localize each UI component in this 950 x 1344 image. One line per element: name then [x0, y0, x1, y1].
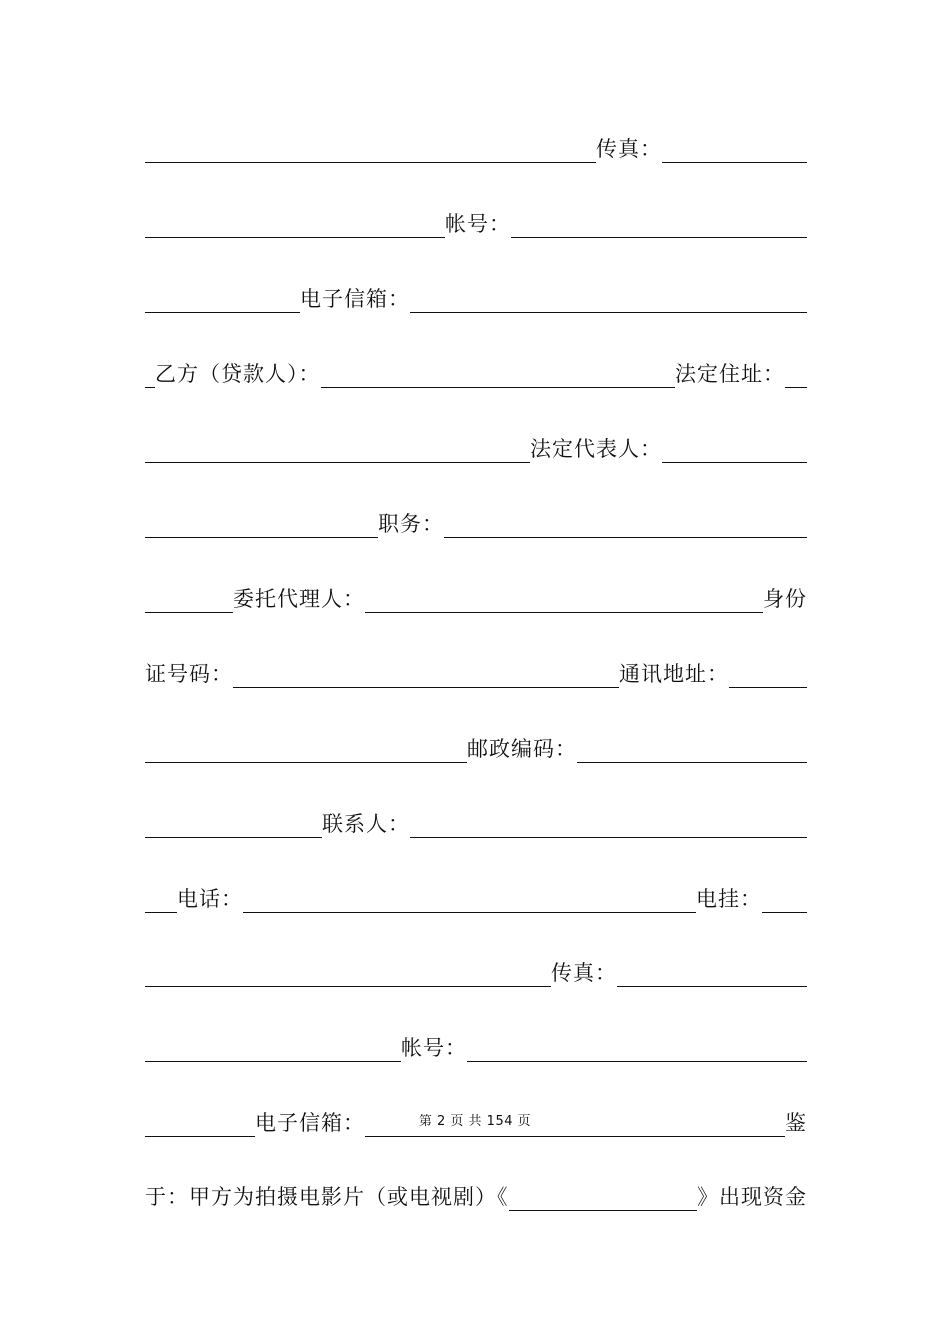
email-b-label: 电子信箱： — [255, 1111, 365, 1135]
id-label-start: 身份 — [763, 587, 807, 611]
fax-b-label: 传真： — [551, 961, 617, 985]
position-line — [145, 503, 807, 539]
fax-label: 传真： — [596, 137, 662, 161]
agent-line — [145, 578, 807, 614]
account-prefix-blank[interactable] — [145, 213, 445, 238]
id-number-blank[interactable] — [233, 663, 619, 688]
legal-address-label: 法定住址： — [675, 362, 785, 386]
page-indicator: 第 2 页 共 154 页 — [418, 1114, 532, 1129]
phone-blank[interactable] — [243, 888, 696, 913]
agent-blank[interactable] — [365, 588, 763, 613]
whereas-text: 于：甲方为拍摄电影片（或电视剧）《 — [145, 1185, 509, 1209]
account-b-prefix-blank[interactable] — [145, 1037, 401, 1062]
phone-prefix-blank[interactable] — [145, 888, 177, 913]
fax-b-prefix-blank[interactable] — [145, 962, 551, 987]
contact-line — [145, 803, 807, 839]
account-label: 帐号： — [445, 212, 511, 236]
position-prefix-blank[interactable] — [145, 513, 378, 538]
fax-prefix-blank[interactable] — [145, 138, 596, 163]
postal-code-blank[interactable] — [577, 738, 807, 763]
fax-b-blank[interactable] — [617, 962, 807, 987]
whereas-start-label: 鉴 — [785, 1111, 807, 1135]
legal-rep-label: 法定代表人： — [530, 437, 662, 461]
legal-address-blank[interactable] — [785, 363, 807, 388]
id-address-line — [145, 653, 807, 689]
legal-rep-line — [145, 428, 807, 464]
postal-prefix-blank[interactable] — [145, 738, 467, 763]
party-b-blank[interactable] — [321, 363, 676, 388]
account-b-label: 帐号： — [401, 1036, 467, 1060]
phone-line — [145, 878, 807, 914]
contact-label: 联系人： — [322, 812, 410, 836]
contact-prefix-blank[interactable] — [145, 813, 322, 838]
postal-code-line — [145, 728, 807, 764]
account-b-blank[interactable] — [467, 1037, 807, 1062]
email-line-party-a — [145, 278, 807, 314]
position-label: 职务： — [378, 512, 444, 536]
email-blank[interactable] — [410, 288, 807, 313]
email-prefix-blank[interactable] — [145, 288, 300, 313]
mailing-address-label: 通讯地址： — [619, 662, 729, 686]
email-label: 电子信箱： — [300, 287, 410, 311]
film-title-blank[interactable] — [509, 1186, 698, 1211]
whereas-line — [145, 1176, 807, 1212]
phone-label: 电话： — [177, 887, 243, 911]
position-blank[interactable] — [444, 513, 807, 538]
account-blank[interactable] — [511, 213, 807, 238]
id-number-label: 证号码： — [145, 662, 233, 686]
account-line-party-a — [145, 203, 807, 239]
agent-label: 委托代理人： — [233, 587, 365, 611]
fax-blank[interactable] — [662, 138, 807, 163]
telegraph-blank[interactable] — [762, 888, 807, 913]
contact-blank[interactable] — [410, 813, 807, 838]
party-b-label: 乙方（贷款人）： — [155, 362, 321, 386]
fax-line-party-a — [145, 128, 807, 164]
postal-code-label: 邮政编码： — [467, 737, 577, 761]
mailing-address-blank[interactable] — [729, 663, 807, 688]
whereas-text-end: 》出现资金 — [697, 1185, 807, 1209]
account-line-party-b — [145, 1027, 807, 1063]
agent-prefix-blank[interactable] — [145, 588, 233, 613]
party-b-line — [145, 353, 807, 389]
telegraph-label: 电挂： — [696, 887, 762, 911]
legal-rep-prefix-blank[interactable] — [145, 438, 530, 463]
fax-line-party-b — [145, 952, 807, 988]
legal-rep-blank[interactable] — [662, 438, 807, 463]
party-b-prefix-blank[interactable] — [145, 363, 155, 388]
